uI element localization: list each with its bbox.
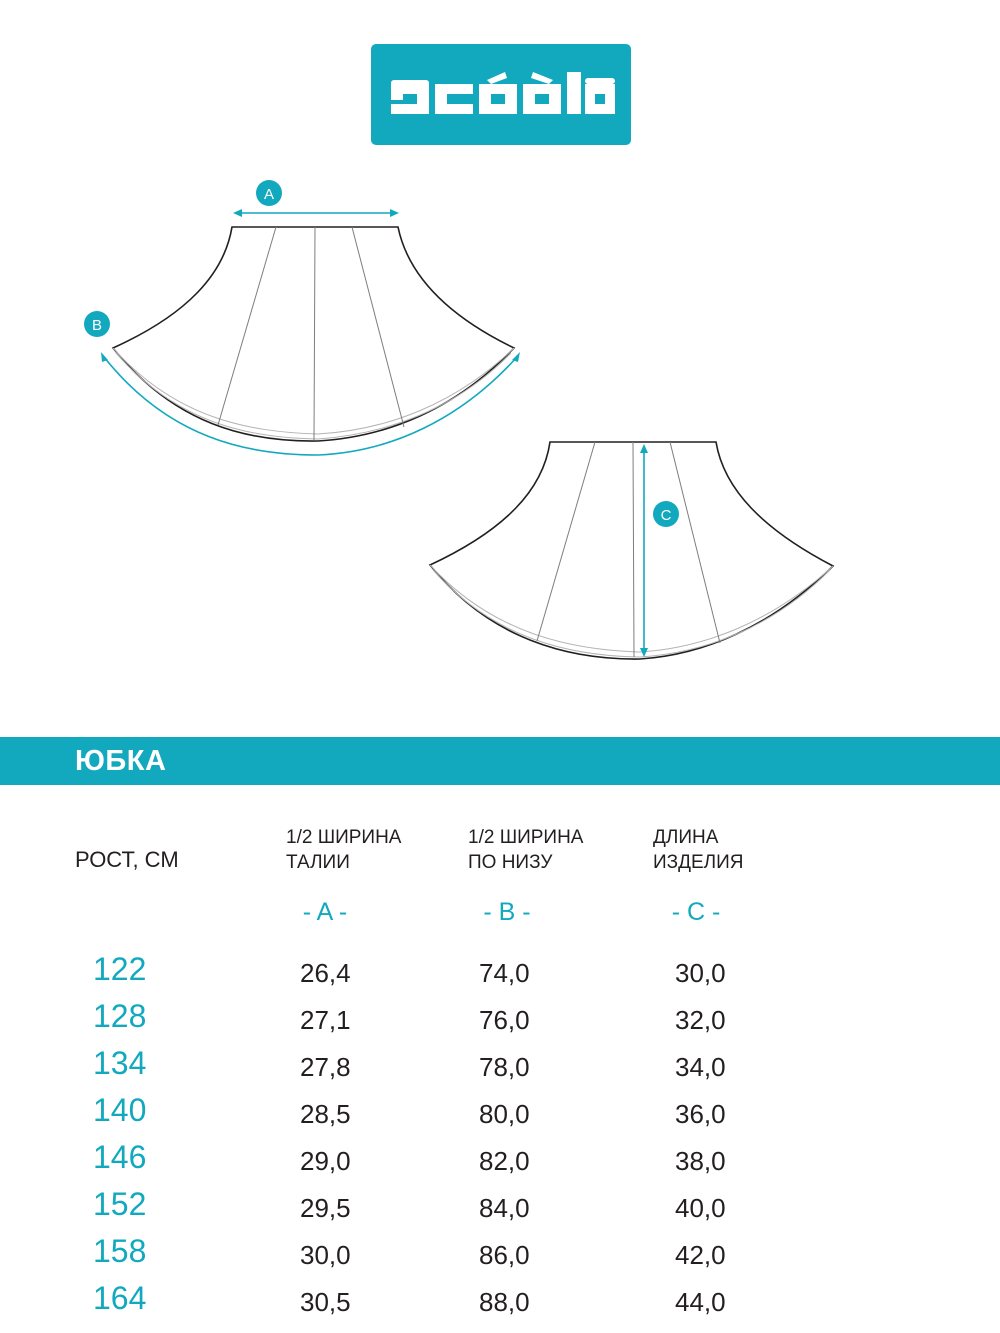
- header-hem-letter: - B -: [483, 898, 531, 926]
- row-size: 158: [93, 1233, 147, 1269]
- section-title-band: [0, 737, 1000, 785]
- header-length-line1: ДЛИНА: [653, 827, 719, 848]
- row-waist: 29,5: [300, 1193, 351, 1223]
- header-waist: [286, 825, 401, 875]
- section-title: ЮБКА: [75, 745, 167, 777]
- row-hem: 74,0: [479, 958, 530, 988]
- row-hem: 78,0: [479, 1052, 530, 1082]
- measure-b-label: B: [91, 317, 103, 334]
- row-length: 34,0: [675, 1052, 726, 1082]
- row-size: 146: [93, 1139, 147, 1175]
- table-row: [0, 1233, 1000, 1284]
- row-hem: 88,0: [479, 1287, 530, 1317]
- header-length: [653, 825, 744, 875]
- row-length: 30,0: [675, 958, 726, 988]
- table-row: [0, 998, 1000, 1049]
- header-hem: [468, 825, 583, 875]
- row-size: 164: [93, 1280, 147, 1316]
- row-hem: 76,0: [479, 1005, 530, 1035]
- row-waist: 27,1: [300, 1005, 351, 1035]
- row-size: 128: [93, 998, 147, 1034]
- logo-hidden-text: acoola: [498, 137, 504, 139]
- row-length: 38,0: [675, 1146, 726, 1176]
- row-size: 152: [93, 1186, 147, 1222]
- table-row: [0, 1139, 1000, 1190]
- table-row: [0, 951, 1000, 1002]
- table-row: [0, 1186, 1000, 1237]
- row-hem: 86,0: [479, 1240, 530, 1270]
- skirt-back-drawing: [430, 442, 833, 659]
- header-waist-line1: 1/2 ШИРИНА: [286, 827, 402, 848]
- row-waist: 30,0: [300, 1240, 351, 1270]
- row-size: 122: [93, 951, 147, 987]
- measure-c-label: C: [660, 507, 672, 524]
- row-waist: 29,0: [300, 1146, 351, 1176]
- row-hem: 80,0: [479, 1099, 530, 1129]
- table-row: [0, 1280, 1000, 1331]
- table-row: [0, 1045, 1000, 1096]
- measure-a-label: A: [263, 186, 275, 203]
- row-waist: 28,5: [300, 1099, 351, 1129]
- row-length: 36,0: [675, 1099, 726, 1129]
- header-length-line2: ИЗДЕЛИЯ: [653, 852, 744, 873]
- brand-logo: [371, 44, 631, 145]
- row-size: 140: [93, 1092, 147, 1128]
- acoola-logo-icon: [371, 44, 631, 145]
- table-row: [0, 1092, 1000, 1143]
- skirt-front-drawing: [84, 180, 520, 455]
- row-size: 134: [93, 1045, 147, 1081]
- header-length-letter: - C -: [671, 898, 721, 926]
- header-hem-line1: 1/2 ШИРИНА: [468, 827, 584, 848]
- header-hem-line2: ПО НИЗУ: [468, 852, 553, 873]
- skirt-diagram: [0, 150, 1000, 690]
- header-waist-line2: ТАЛИИ: [286, 852, 350, 873]
- row-hem: 84,0: [479, 1193, 530, 1223]
- header-waist-letter: - A -: [302, 898, 348, 926]
- row-hem: 82,0: [479, 1146, 530, 1176]
- row-length: 40,0: [675, 1193, 726, 1223]
- header-size: РОСТ, СМ: [75, 847, 179, 872]
- row-length: 32,0: [675, 1005, 726, 1035]
- row-waist: 27,8: [300, 1052, 351, 1082]
- row-length: 44,0: [675, 1287, 726, 1317]
- row-length: 42,0: [675, 1240, 726, 1270]
- row-waist: 26,4: [300, 958, 351, 988]
- row-waist: 30,5: [300, 1287, 351, 1317]
